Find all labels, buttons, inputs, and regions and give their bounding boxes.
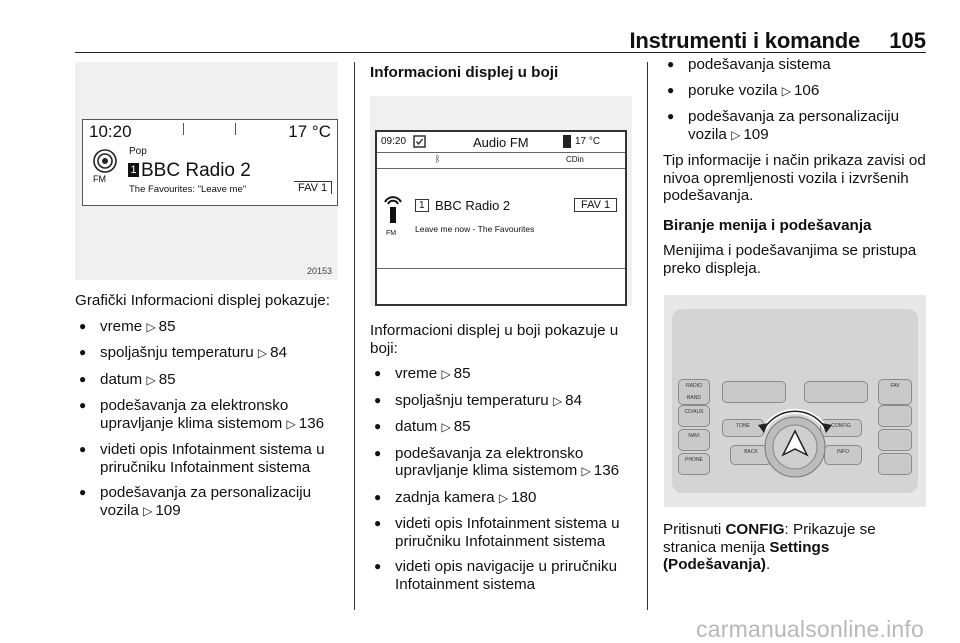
bullet-list [75, 318, 345, 521]
bullet-item [663, 56, 927, 74]
bullet-text: podešavanja za elektronsko upravljanje klima sistemom [395, 444, 584, 479]
column-1-text [75, 292, 345, 520]
fav-label: FAV 1 [294, 181, 332, 194]
page-reference[interactable]: ▷ 84 [553, 392, 582, 409]
page-reference[interactable]: ▷ 85 [146, 318, 175, 335]
bullet-text: spoljašnju temperaturu [100, 344, 254, 361]
bullet-item [75, 397, 345, 433]
bullet-text: podešavanja sistema [688, 56, 831, 73]
side-button-3 [878, 429, 912, 451]
bullet-item [75, 371, 345, 390]
bullet-list [370, 365, 635, 593]
bullet-item [75, 344, 345, 363]
intro-text: Grafički Informacioni displej pokazuje: [75, 292, 330, 309]
back-button: BACK [730, 445, 772, 465]
clock: 09:20 [381, 136, 407, 147]
outside-temperature: 17 °C [575, 136, 601, 147]
preset-button-left [722, 381, 786, 403]
genre-label: Pop [129, 146, 147, 157]
bluetooth-icon: ᛒ [435, 154, 441, 164]
clock: 10:20 [89, 122, 132, 141]
menu-access-paragraph: Menijima i podešavanjima se pristupa preko displeja. [663, 242, 917, 277]
graphic-display-screen [82, 119, 338, 206]
bullet-text: videti opis Infotainment sistema u priručniku Infotainment sistema [100, 441, 325, 476]
cd-aux-button: CD/AUX [678, 405, 710, 427]
column-2-text [370, 322, 635, 593]
bullet-list [663, 56, 927, 144]
page-reference[interactable]: ▷ 109 [731, 126, 769, 143]
bullet-item [663, 108, 927, 144]
bullet-text: podešavanja za personalizaciju vozila [688, 108, 900, 143]
page-reference[interactable]: ▷ 85 [146, 371, 175, 388]
page-reference[interactable]: ▷ 84 [258, 344, 287, 361]
intro-text: Informacioni displej u boji pokazuje u boji: [370, 322, 619, 357]
preset-button-right [804, 381, 868, 403]
tone-button: TONE [722, 419, 764, 437]
color-display-screen [375, 130, 627, 306]
navi-button: NAVI [678, 429, 710, 451]
page-reference[interactable]: ▷ 109 [143, 502, 181, 519]
radio-text: Leave me now - The Favourites [415, 224, 535, 234]
control-panel-figure [664, 295, 926, 507]
section-heading: Informacioni displej u boji [370, 64, 559, 81]
bullet-text: vreme [395, 365, 438, 382]
station-name: 1 BBC Radio 2 [128, 160, 251, 182]
page-reference[interactable]: ▷ 136 [582, 462, 620, 479]
bullet-item [75, 318, 345, 337]
page-reference[interactable]: ▷ 106 [782, 82, 820, 99]
bullet-item [370, 515, 635, 550]
info-paragraph: Tip informacije i način prikaza zavisi od nivoa opremljenosti vozila i izvršenih podešavanja. [663, 152, 926, 204]
page-number: 105 [889, 28, 926, 53]
outside-temperature: 17 °C [288, 122, 331, 141]
bullet-item [663, 82, 927, 101]
side-button-4 [878, 453, 912, 475]
bullet-item [370, 418, 635, 437]
column-3-lower-text [663, 521, 927, 574]
bullet-item [370, 445, 635, 481]
config-paragraph: Pritisnuti CONFIG: Prikazuje se stranica menija Settings (Podešavanja). [663, 521, 876, 573]
radio-button: RADIO BAND [678, 379, 710, 405]
station-name: BBC Radio 2 [435, 198, 511, 213]
bullet-item [370, 365, 635, 384]
page-reference[interactable]: ▷ 180 [499, 489, 537, 506]
radio-broadcast-icon [92, 148, 118, 174]
bullet-text: videti opis navigacije u priručniku Infotainment sistema [395, 558, 618, 593]
radio-text: The Favourites: "Leave me" [129, 184, 247, 195]
bullet-text: podešavanja za elektronsko upravljanje klima sistemom [100, 397, 289, 432]
bullet-item [75, 484, 345, 520]
figure-number: 20153 [306, 266, 332, 276]
info-button: INFO [824, 445, 862, 465]
color-info-display-figure [370, 96, 632, 306]
column-divider-1 [354, 62, 355, 610]
column-3-text [663, 56, 927, 277]
person-icon [563, 135, 571, 148]
config-button: CONFIG [820, 419, 862, 437]
band-label: FM [386, 230, 397, 237]
bullet-text: vreme [100, 317, 143, 335]
bullet-text: zadnja kamera [395, 488, 495, 506]
column-2-heading [370, 64, 558, 82]
bullet-item [75, 441, 345, 476]
bullet-text: datum [100, 370, 143, 388]
page-header [75, 26, 926, 53]
page-reference[interactable]: ▷ 85 [441, 418, 470, 435]
section-heading: Biranje menija i podešavanja [663, 216, 872, 234]
rotary-knob-icon [752, 401, 838, 487]
bullet-item [370, 392, 635, 411]
clock-icon [413, 135, 426, 148]
settings-term: Settings (Podešavanja) [663, 538, 830, 573]
config-term: CONFIG [725, 521, 785, 538]
preset-badge: 1 [128, 163, 139, 177]
page-reference[interactable]: ▷ 85 [441, 365, 470, 382]
page-reference[interactable]: ▷ 136 [287, 415, 325, 432]
bullet-item [370, 489, 635, 508]
graphic-info-display-figure [75, 62, 338, 280]
bullet-text: spoljašnju temperaturu [395, 391, 549, 409]
chapter-title: Instrumenti i komande [629, 28, 860, 53]
bullet-item [370, 558, 635, 593]
band-label: FM [93, 174, 106, 184]
bullet-text: poruke vozila [688, 81, 778, 99]
bullet-text: datum [395, 418, 438, 435]
source-label: CDin [566, 155, 584, 164]
preset-badge: 1 [415, 199, 429, 212]
bullet-text: podešavanja za personalizaciju vozila [100, 484, 312, 519]
fav-label: FAV 1 [574, 198, 617, 212]
side-button-2 [878, 405, 912, 427]
radio-broadcast-icon [383, 194, 403, 224]
column-divider-2 [647, 62, 648, 610]
fav-button: FAV [878, 379, 912, 405]
display-title: Audio FM [473, 135, 529, 150]
bullet-text: videti opis Infotainment sistema u priručniku Infotainment sistema [395, 515, 620, 550]
phone-button: PHONE [678, 453, 710, 475]
watermark: carmanualsonline.info [696, 616, 924, 642]
